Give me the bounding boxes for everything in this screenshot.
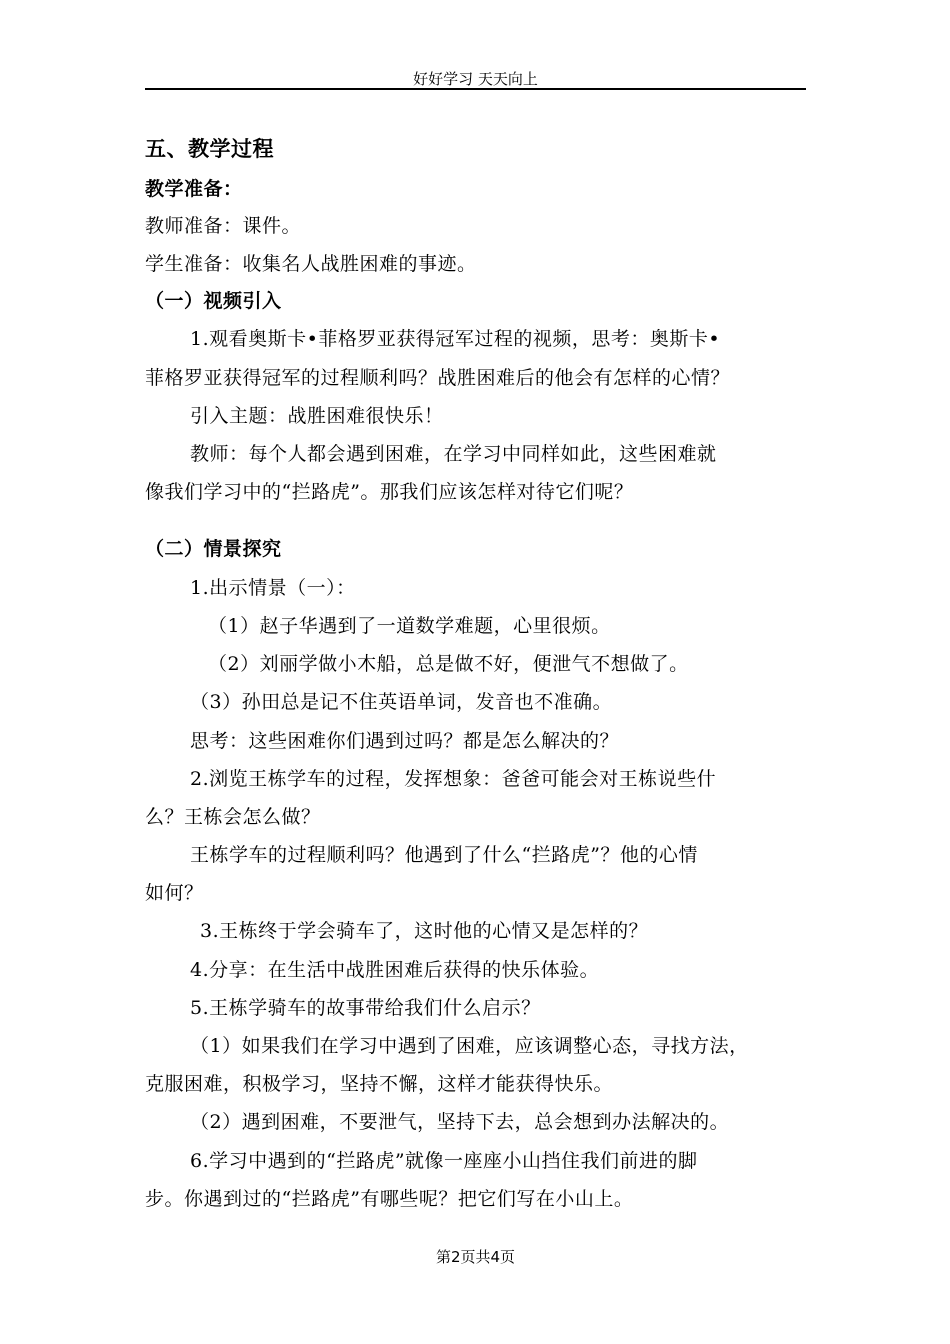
part2-item3: 3.王栋终于学会骑车了，这时他的心情又是怎样的？ — [200, 920, 649, 942]
part1-title: （一）视频引入 — [145, 290, 282, 312]
section-title: 五、教学过程 — [145, 136, 274, 161]
part2-title: （二）情景探究 — [145, 538, 282, 560]
part2-scene1: （1）赵子华遇到了一道数学难题，心里很烦。 — [208, 615, 611, 637]
part2-item6-line2: 步。你遇到过的“拦路虎”有哪些呢？把它们写在小山上。 — [145, 1188, 634, 1210]
part2-question-line2: 如何？ — [145, 882, 204, 904]
part1-item1-line1: 1.观看奥斯卡•菲格罗亚获得冠军过程的视频，思考：奥斯卡• — [190, 328, 721, 350]
prep-title: 教学准备： — [145, 178, 243, 200]
part1-item1-line2: 菲格罗亚获得冠军的过程顺利吗？战胜困难后的他会有怎样的心情？ — [145, 367, 731, 389]
part2-item2-line1: 2.浏览王栋学车的过程，发挥想象：爸爸可能会对王栋说些什 — [190, 768, 717, 790]
part2-item6-line1: 6.学习中遇到的“拦路虎”就像一座座小山挡住我们前进的脚 — [190, 1150, 698, 1172]
student-prep: 学生准备：收集名人战胜困难的事迹。 — [145, 253, 477, 275]
header-divider — [145, 88, 806, 90]
page-footer: 第2页共4页 — [435, 1248, 516, 1266]
part2-scene3: （3）孙田总是记不住英语单词，发音也不准确。 — [190, 691, 613, 713]
part2-item2-line2: 么？王栋会怎么做？ — [145, 806, 321, 828]
part2-insight1-line1: （1）如果我们在学习中遇到了困难，应该调整心态，寻找方法， — [190, 1035, 749, 1057]
part2-think: 思考：这些困难你们遇到过吗？都是怎么解决的？ — [190, 730, 620, 752]
part2-insight1-line2: 克服困难，积极学习，坚持不懈，这样才能获得快乐。 — [145, 1073, 614, 1095]
part1-teacher-line2: 像我们学习中的“拦路虎”。那我们应该怎样对待它们呢？ — [145, 481, 634, 503]
part2-insight2: （2）遇到困难，不要泄气，坚持下去，总会想到办法解决的。 — [190, 1111, 730, 1133]
page-header: 好好学习 天天向上 — [413, 70, 538, 88]
part1-teacher-line1: 教师：每个人都会遇到困难，在学习中同样如此，这些困难就 — [190, 443, 717, 465]
teacher-prep: 教师准备：课件。 — [145, 215, 302, 237]
part2-item1: 1.出示情景（一）： — [190, 577, 356, 599]
part1-topic: 引入主题：战胜困难很快乐！ — [190, 405, 444, 427]
part2-scene2: （2）刘丽学做小木船，总是做不好，便泄气不想做了。 — [208, 653, 689, 675]
part2-question-line1: 王栋学车的过程顺利吗？他遇到了什么“拦路虎”？他的心情 — [190, 844, 698, 866]
part2-item4: 4.分享：在生活中战胜困难后获得的快乐体验。 — [190, 959, 600, 981]
part2-item5: 5.王栋学骑车的故事带给我们什么启示？ — [190, 997, 541, 1019]
